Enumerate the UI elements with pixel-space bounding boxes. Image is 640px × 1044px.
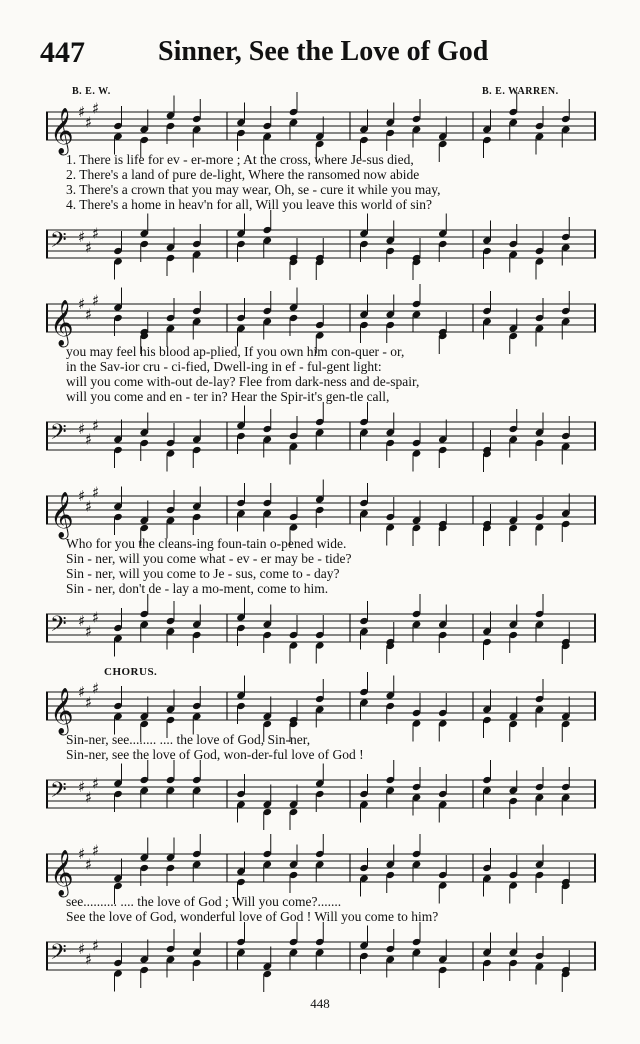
sharp-icon: ♯ <box>92 99 100 118</box>
sharp-icon: ♯ <box>78 103 86 121</box>
music-system-2 <box>46 292 596 472</box>
lyric-line: Sin - ner, will you come what - ev - er may be - tide? <box>66 551 352 566</box>
lyric-line: Sin - ner, will you come to Je - sus, come to - day? <box>66 566 340 581</box>
sharp-icon: ♯ <box>85 238 93 257</box>
bass-staff <box>46 218 596 264</box>
sharp-icon: ♯ <box>85 693 93 712</box>
bass-staff <box>46 410 596 456</box>
sharp-icon: ♯ <box>92 224 100 243</box>
lyric-line: you may feel his blood ap-plied, If you own him con-quer - or, <box>66 344 405 359</box>
sharp-icon: ♯ <box>78 295 86 313</box>
sharp-icon: ♯ <box>78 683 86 701</box>
sharp-icon: ♯ <box>78 940 86 958</box>
music-system-3 <box>46 484 596 664</box>
sharp-icon: ♯ <box>92 416 100 435</box>
sharp-icon: ♯ <box>85 622 93 641</box>
page-number: 448 <box>310 996 330 1011</box>
lyric-line: 3. There's a crown that you may wear, Oh, se - cure it while you may, <box>66 182 441 197</box>
bass-staff <box>46 930 596 976</box>
treble-staff <box>46 679 596 734</box>
sharp-icon: ♯ <box>92 608 100 627</box>
lyric-line: 4. There's a home in heav'n for all, Will you leave this world of sin? <box>66 197 432 212</box>
treble-staff <box>46 483 596 538</box>
chorus-label: CHORUS. <box>104 666 158 678</box>
lyric-line: see.......... .... the love of God ; Will you come?....... <box>66 894 342 909</box>
treble-staff <box>46 841 596 896</box>
sharp-icon: ♯ <box>92 291 100 310</box>
treble-clef-icon: 𝄞 <box>50 108 74 154</box>
bass-clef-icon: 𝄢 <box>50 420 67 450</box>
sharp-icon: ♯ <box>92 679 100 698</box>
music-system-1 <box>46 100 596 280</box>
lyric-line: 2. There's a land of pure de-light, Where the ransomed now abide <box>66 167 420 182</box>
lyric-line: will you come with-out de-lay? Flee from dark-ness and de-spair, <box>66 374 420 389</box>
music-credit: B. E. WARREN. <box>482 86 559 97</box>
hymn-header <box>0 36 640 76</box>
lyric-line: will you come and en - ter in? Hear the Spir-it's gen-tle call, <box>66 389 390 404</box>
hymn-number: 447 <box>40 36 85 69</box>
words-credit: B. E. W. <box>72 86 111 97</box>
lyric-line: Sin-ner, see........ .... the love of God, Sin-ner, <box>66 732 311 747</box>
sharp-icon: ♯ <box>78 487 86 505</box>
sharp-icon: ♯ <box>78 228 86 246</box>
treble-staff <box>46 291 596 346</box>
lyric-line: 1. There is life for ev - er-more ; At the cross, where Je-sus died, <box>66 152 414 167</box>
sharp-icon: ♯ <box>78 612 86 630</box>
sharp-icon: ♯ <box>85 305 93 324</box>
sharp-icon: ♯ <box>78 420 86 438</box>
bass-staff <box>46 768 596 814</box>
music-system-5 <box>46 842 596 982</box>
sharp-icon: ♯ <box>92 774 100 793</box>
treble-clef-icon: 𝄞 <box>50 850 74 896</box>
treble-clef-icon: 𝄞 <box>50 300 74 346</box>
music-system-4 <box>46 680 596 820</box>
bass-clef-icon: 𝄢 <box>50 612 67 642</box>
treble-clef-icon: 𝄞 <box>50 688 74 734</box>
sharp-icon: ♯ <box>92 841 100 860</box>
sharp-icon: ♯ <box>78 845 86 863</box>
sharp-icon: ♯ <box>78 778 86 796</box>
sharp-icon: ♯ <box>85 855 93 874</box>
lyric-line: See the love of God, wonderful love of God ! Will you come to him? <box>66 909 439 924</box>
lyric-line: Who for you the cleans-ing foun-tain o-pened wide. <box>66 536 347 551</box>
sharp-icon: ♯ <box>85 497 93 516</box>
lyric-line: Sin-ner, see the love of God, won-der-ful love of God ! <box>66 747 364 762</box>
bass-clef-icon: 𝄢 <box>50 228 67 258</box>
sharp-icon: ♯ <box>85 113 93 132</box>
lyric-line: Sin - ner, don't de - lay a mo-ment, come to him. <box>66 581 329 596</box>
sharp-icon: ♯ <box>85 950 93 969</box>
sharp-icon: ♯ <box>92 483 100 502</box>
bass-clef-icon: 𝄢 <box>50 778 67 808</box>
sharp-icon: ♯ <box>85 788 93 807</box>
treble-clef-icon: 𝄞 <box>50 492 74 538</box>
bass-staff <box>46 602 596 648</box>
sharp-icon: ♯ <box>92 936 100 955</box>
bass-clef-icon: 𝄢 <box>50 940 67 970</box>
sharp-icon: ♯ <box>85 430 93 449</box>
hymn-title: Sinner, See the Love of God <box>158 36 489 67</box>
treble-staff <box>46 99 596 154</box>
lyric-line: in the Sav-ior cru - ci-fied, Dwell-ing in ef - ful-gent light: <box>66 359 382 374</box>
